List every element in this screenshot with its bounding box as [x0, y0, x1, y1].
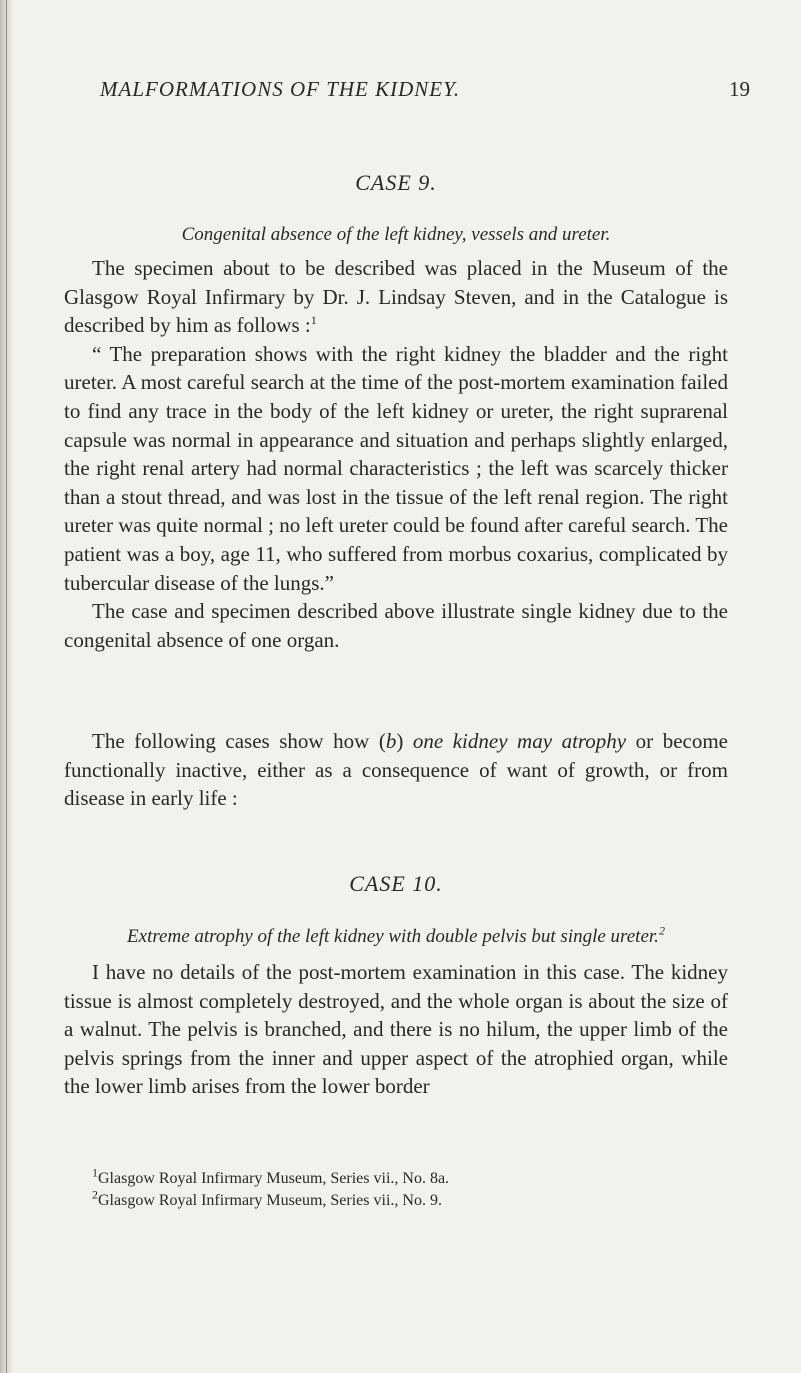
transition-paragraph [64, 727, 728, 813]
transition-text-after: or become functionally inactive, either as a consequence of want of growth, or from disease in early life : [64, 729, 729, 811]
case-10-subtitle-block [64, 923, 728, 948]
case-10-subtitle [64, 923, 728, 948]
footnote-ref-1: 1 [310, 313, 317, 328]
case-9-paragraph-intro-text: The specimen about to be described was placed in the Museum of the Glasgow Royal Infirmary by Dr. J. Lindsay Steven, and in the Catalogue is described by him as follows : [64, 256, 728, 338]
footnotes [64, 1165, 728, 1212]
case-10-body [64, 958, 728, 1101]
case-9-body [64, 254, 728, 654]
running-title: MALFORMATIONS OF THE KIDNEY. [100, 77, 461, 101]
footnote-2-text: Glasgow Royal Infirmary Museum, Series vii., No. 9. [98, 1192, 442, 1209]
transition-text-between: ) [396, 729, 413, 753]
footnote-2-marker: 2 [92, 1187, 98, 1202]
case-10-subtitle-text: Extreme atrophy of the left kidney with double pelvis but single ureter. [127, 926, 659, 947]
transition-text-before: The following cases show how ( [92, 729, 386, 753]
transition-emphasis: one kidney may atrophy [412, 729, 627, 753]
case-10-title-block [64, 871, 728, 897]
case-9-title: CASE 9. [355, 170, 437, 195]
case-9-subtitle: Congenital absence of the left kidney, vessels and ureter. [181, 224, 611, 245]
case-9-catalogue-quote: “ The preparation shows with the right kidney the bladder and the right ureter. A most careful search at the time of the post-mortem examination failed to find any trace in the body of the left kidney or ureter, the right suprarenal capsule was normal in appearance and situation and perhaps slightly enlarged, the right renal artery had normal characteristics ; the left was scarcely thicker than a stout thread, and was lost in the tissue of the left renal region. The right ureter was quite normal ; no left ureter could be found after careful search. The patient was a boy, age 11, who suffered from morbus coxarius, complicated by tubercular disease of the lungs.” [64, 341, 728, 595]
page-number: 19 [729, 77, 750, 101]
footnote-1 [64, 1165, 728, 1190]
case-9-paragraph-intro [64, 254, 728, 340]
case-9-subtitle-block [64, 224, 728, 246]
case-10-paragraph: I have no details of the post-mortem examination in this case. The kidney tissue is almost completely destroyed, and the whole organ is about the size of a walnut. The pelvis is branched, and there is no hilum, the upper limb of the pelvis springs from the inner and upper aspect of the atrophied organ, while the lower limb arises from the lower border [64, 960, 728, 1099]
transition-letter: b [385, 729, 397, 753]
transition-block [64, 727, 728, 813]
case-9-title-block [64, 170, 728, 196]
case-10-title: CASE 10. [349, 871, 443, 896]
footnote-1-marker: 1 [92, 1165, 98, 1180]
case-9-paragraph-summary: The case and specimen described above illustrate single kidney due to the congenital absence of one organ. [64, 599, 728, 652]
page-gutter-line [6, 0, 7, 1373]
footnote-ref-2: 2 [658, 923, 665, 938]
footnote-2 [64, 1187, 728, 1212]
running-head [100, 77, 750, 107]
footnote-1-text: Glasgow Royal Infirmary Museum, Series vii., No. 8a. [98, 1170, 450, 1187]
